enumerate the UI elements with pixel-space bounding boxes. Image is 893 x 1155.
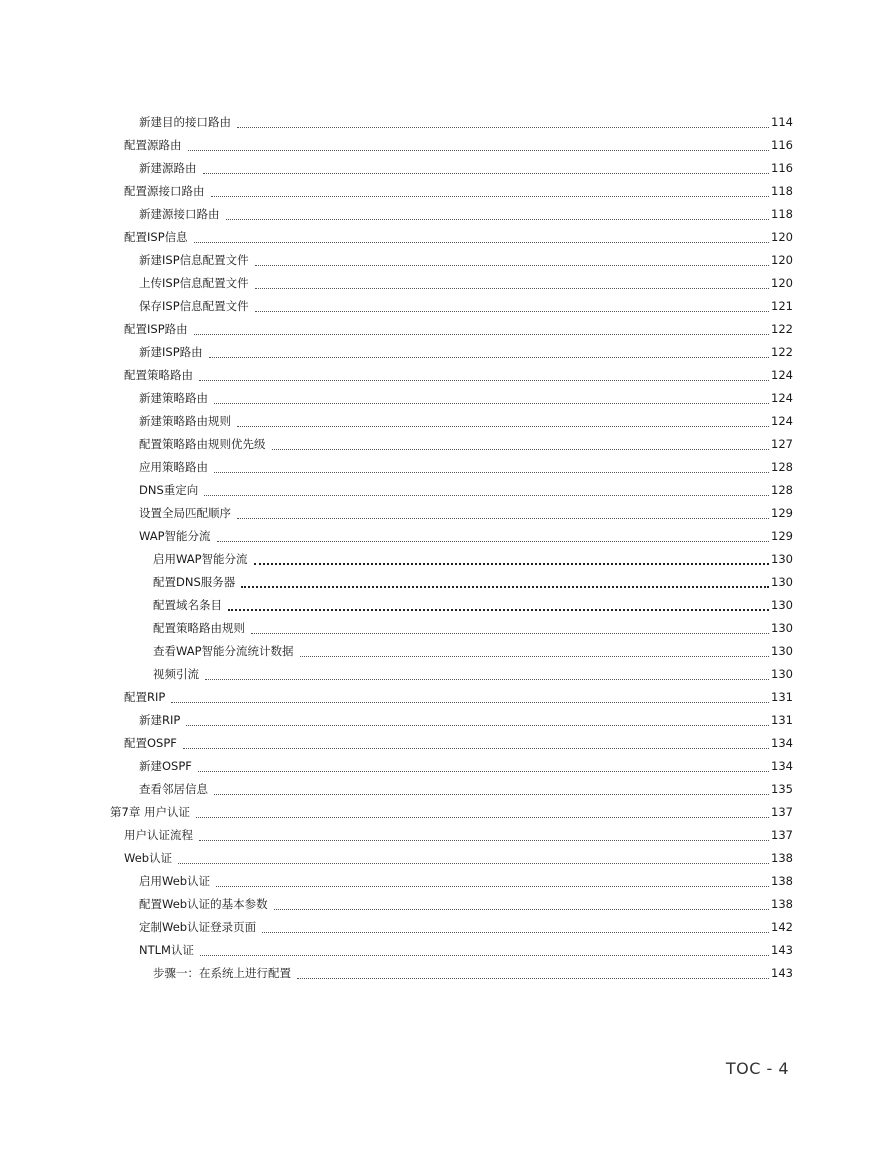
toc-entry-page-number: 143 [771, 943, 793, 957]
toc-entry-page-number: 131 [771, 713, 793, 727]
toc-entry[interactable] [0, 824, 893, 847]
toc-entry[interactable] [0, 939, 893, 962]
dot-leader [188, 149, 770, 151]
dot-leader [199, 839, 769, 841]
toc-entry-title: 配置域名条目 [153, 598, 222, 612]
toc-entry-title: 配置DNS服务器 [153, 575, 236, 589]
toc-entry[interactable] [0, 893, 893, 916]
toc-entry-page-number: 124 [771, 391, 793, 405]
toc-entry-page-number: 116 [771, 161, 793, 175]
toc-entry[interactable] [0, 617, 893, 640]
toc-entry-title: WAP智能分流 [139, 529, 211, 543]
toc-entry-title: NTLM认证 [139, 943, 194, 957]
toc-entry-title: 应用策略路由 [139, 460, 208, 474]
dot-leader [255, 287, 769, 289]
dot-leader [186, 724, 769, 726]
toc-entry-title: 新建目的接口路由 [139, 115, 231, 129]
toc-entry-title: 配置策略路由 [124, 368, 193, 382]
toc-entry-title: 配置ISP路由 [124, 322, 188, 336]
toc-entry-title: 新建源接口路由 [139, 207, 220, 221]
toc-entry-page-number: 120 [771, 230, 793, 244]
dot-leader [214, 402, 769, 404]
toc-entry[interactable] [0, 226, 893, 249]
toc-entry[interactable] [0, 456, 893, 479]
toc-entry[interactable] [0, 916, 893, 939]
toc-entry-title: Web认证 [124, 851, 173, 865]
toc-entry-page-number: 127 [771, 437, 793, 451]
dot-leader [228, 608, 769, 611]
toc-entry-title: 保存ISP信息配置文件 [139, 299, 249, 313]
toc-entry[interactable] [0, 180, 893, 203]
toc-entry[interactable] [0, 341, 893, 364]
table-of-contents [0, 111, 893, 985]
toc-entry-page-number: 120 [771, 276, 793, 290]
toc-entry[interactable] [0, 847, 893, 870]
toc-entry[interactable] [0, 962, 893, 985]
dot-leader [194, 241, 769, 243]
toc-entry-page-number: 138 [771, 874, 793, 888]
toc-entry[interactable] [0, 364, 893, 387]
dot-leader [183, 747, 769, 749]
toc-entry[interactable] [0, 433, 893, 456]
toc-entry-page-number: 142 [771, 920, 793, 934]
toc-entry-title: 查看WAP智能分流统计数据 [153, 644, 294, 658]
dot-leader [274, 908, 769, 910]
toc-entry-title: 用户认证流程 [124, 828, 193, 842]
toc-entry-page-number: 118 [771, 184, 793, 198]
toc-entry-title: 新建源路由 [139, 161, 197, 175]
dot-leader [171, 701, 769, 703]
toc-entry-page-number: 134 [771, 759, 793, 773]
toc-entry-title: 上传ISP信息配置文件 [139, 276, 249, 290]
toc-entry[interactable] [0, 157, 893, 180]
dot-leader [211, 195, 770, 197]
toc-entry-title: 配置源路由 [124, 138, 182, 152]
dot-leader [194, 333, 769, 335]
toc-entry-page-number: 128 [771, 460, 793, 474]
toc-entry-page-number: 118 [771, 207, 793, 221]
toc-entry[interactable] [0, 732, 893, 755]
dot-leader [200, 954, 769, 956]
dot-leader [214, 793, 769, 795]
toc-entry-title: 步骤一：在系统上进行配置 [153, 966, 291, 980]
dot-leader [216, 885, 769, 887]
toc-entry-page-number: 137 [771, 828, 793, 842]
toc-entry-page-number: 143 [771, 966, 793, 980]
toc-entry[interactable] [0, 295, 893, 318]
dot-leader [254, 562, 770, 565]
dot-leader [209, 356, 769, 358]
toc-entry-title: 启用WAP智能分流 [153, 552, 248, 566]
dot-leader [255, 264, 769, 266]
toc-entry-title: 配置OSPF [124, 736, 177, 750]
toc-entry-page-number: 131 [771, 690, 793, 704]
toc-entry[interactable] [0, 778, 893, 801]
dot-leader [178, 862, 769, 864]
dot-leader [300, 655, 770, 657]
dot-leader [226, 218, 770, 220]
dot-leader [199, 379, 769, 381]
toc-entry-title: 新建ISP路由 [139, 345, 203, 359]
toc-entry-page-number: 116 [771, 138, 793, 152]
toc-entry-title: 启用Web认证 [139, 874, 211, 888]
dot-leader [241, 585, 769, 588]
dot-leader [255, 310, 769, 312]
dot-leader [205, 678, 769, 680]
toc-entry-title: 配置策略路由规则优先级 [139, 437, 266, 451]
dot-leader [214, 471, 769, 473]
toc-entry-page-number: 124 [771, 414, 793, 428]
toc-entry[interactable] [0, 387, 893, 410]
dot-leader [198, 770, 769, 772]
toc-entry[interactable] [0, 663, 893, 686]
toc-entry-title: 配置源接口路由 [124, 184, 205, 198]
toc-entry-page-number: 135 [771, 782, 793, 796]
toc-entry[interactable] [0, 801, 893, 824]
toc-entry[interactable] [0, 134, 893, 157]
dot-leader [251, 632, 769, 634]
dot-leader [237, 425, 769, 427]
toc-entry[interactable] [0, 640, 893, 663]
toc-entry-page-number: 120 [771, 253, 793, 267]
toc-entry-page-number: 130 [771, 552, 793, 566]
toc-entry-title: 配置Web认证的基本参数 [139, 897, 268, 911]
toc-entry-title: DNS重定向 [139, 483, 199, 497]
toc-entry[interactable] [0, 318, 893, 341]
toc-entry-title: 查看邻居信息 [139, 782, 208, 796]
toc-entry[interactable] [0, 272, 893, 295]
toc-entry-title: 视频引流 [153, 667, 199, 681]
toc-entry[interactable] [0, 410, 893, 433]
dot-leader [196, 816, 769, 818]
toc-entry[interactable] [0, 502, 893, 525]
toc-entry-page-number: 114 [771, 115, 793, 129]
toc-entry-page-number: 138 [771, 851, 793, 865]
toc-entry-page-number: 130 [771, 667, 793, 681]
toc-entry-page-number: 138 [771, 897, 793, 911]
toc-entry-page-number: 121 [771, 299, 793, 313]
dot-leader [297, 977, 769, 979]
toc-entry-title: 第7章 用户认证 [110, 805, 190, 819]
dot-leader [237, 517, 769, 519]
dot-leader [204, 494, 769, 496]
toc-entry-page-number: 124 [771, 368, 793, 382]
dot-leader [217, 540, 770, 542]
toc-entry-title: 配置策略路由规则 [153, 621, 245, 635]
dot-leader [203, 172, 770, 174]
toc-entry[interactable] [0, 548, 893, 571]
page-footer-label: TOC - 4 [725, 1059, 789, 1078]
toc-entry-title: 设置全局匹配顺序 [139, 506, 231, 520]
toc-entry-page-number: 134 [771, 736, 793, 750]
toc-entry-page-number: 130 [771, 575, 793, 589]
toc-entry-title: 新建策略路由规则 [139, 414, 231, 428]
toc-entry[interactable] [0, 203, 893, 226]
toc-entry-page-number: 130 [771, 621, 793, 635]
toc-entry[interactable] [0, 755, 893, 778]
toc-entry[interactable] [0, 870, 893, 893]
toc-entry-page-number: 128 [771, 483, 793, 497]
dot-leader [262, 931, 769, 933]
toc-entry-title: 新建ISP信息配置文件 [139, 253, 249, 267]
toc-entry[interactable] [0, 111, 893, 134]
dot-leader [272, 448, 770, 450]
toc-entry-page-number: 130 [771, 598, 793, 612]
toc-entry-title: 新建策略路由 [139, 391, 208, 405]
toc-entry-page-number: 130 [771, 644, 793, 658]
toc-entry-page-number: 122 [771, 322, 793, 336]
toc-entry[interactable] [0, 571, 893, 594]
toc-entry-page-number: 129 [771, 506, 793, 520]
toc-entry-title: 定制Web认证登录页面 [139, 920, 257, 934]
toc-entry[interactable] [0, 594, 893, 617]
toc-entry[interactable] [0, 709, 893, 732]
toc-entry-page-number: 137 [771, 805, 793, 819]
toc-entry[interactable] [0, 686, 893, 709]
toc-entry-page-number: 122 [771, 345, 793, 359]
dot-leader [237, 126, 769, 128]
toc-entry-title: 新建OSPF [139, 759, 192, 773]
toc-entry[interactable] [0, 249, 893, 272]
toc-entry-title: 新建RIP [139, 713, 181, 727]
toc-entry-title: 配置RIP [124, 690, 166, 704]
toc-entry[interactable] [0, 525, 893, 548]
toc-entry-title: 配置ISP信息 [124, 230, 188, 244]
toc-entry[interactable] [0, 479, 893, 502]
toc-entry-page-number: 129 [771, 529, 793, 543]
